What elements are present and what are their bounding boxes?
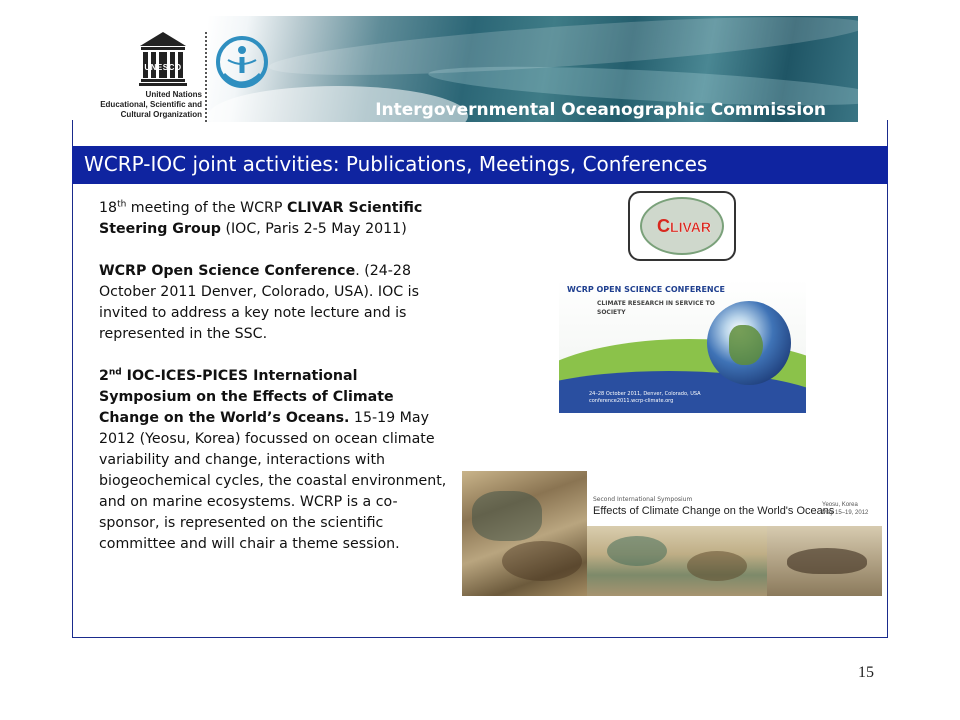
unesco-line: United Nations	[145, 90, 202, 99]
symposium-location: Yeosu, Korea	[822, 502, 858, 508]
item-text: (IOC, Paris 2-5 May 2011)	[220, 221, 407, 237]
header-title: Intergovernmental Oceanographic Commission	[375, 100, 826, 120]
clivar-initial: C	[657, 216, 671, 236]
unesco-line: Educational, Scientific and	[100, 100, 202, 109]
ordinal-number: 2	[99, 368, 109, 384]
clivar-wordmark	[642, 216, 726, 237]
item-text: 15-19 May 2012 (Yeosu, Korea) focussed on ocean climate variability and change, interactions with biogeochemical cycles, the coastal environment, and on marine ecosystems. WCRP is a co-sponsor, is represented on the scientific committee and will chair a theme session.	[99, 410, 447, 552]
list-item	[99, 198, 449, 240]
list-item	[99, 261, 449, 345]
ship-icon	[787, 548, 867, 574]
osc-poster-subtitle: CLIMATE RESEARCH IN SERVICE TO SOCIETY	[597, 300, 715, 316]
title-bar	[72, 146, 888, 184]
symposium-dates: May 15–19, 2012	[822, 510, 869, 516]
unesco-caption	[96, 90, 202, 120]
unesco-temple-icon	[138, 30, 188, 88]
header-banner	[208, 16, 858, 122]
unesco-line: Cultural Organization	[120, 110, 202, 119]
symposium-line2: Effects of Climate Change on the World's Oceans	[593, 505, 835, 517]
item-bold-text: IOC-ICES-PICES International Symposium on the Effects of Climate Change on the World’s Oceans.	[99, 368, 394, 426]
item-text: . (24-28 October 2011 Denver, Colorado, USA). IOC is invited to address a key note lecture and is represented in the SSC.	[99, 263, 419, 342]
ioc-logo-icon	[214, 30, 270, 100]
ordinal-suffix: th	[117, 199, 127, 210]
osc-poster-title: WCRP OPEN SCIENCE CONFERENCE	[567, 285, 725, 294]
ordinal-number: 18	[99, 200, 118, 216]
clivar-emblem	[640, 197, 724, 255]
painting-right	[767, 526, 882, 596]
page-title: WCRP-IOC joint activities: Publications, Meetings, Conferences	[84, 152, 708, 176]
item-bold-text: WCRP Open Science Conference	[99, 263, 356, 279]
body-text	[99, 198, 449, 576]
logo-divider	[205, 32, 207, 122]
item-text: meeting of the WCRP	[126, 200, 287, 216]
clivar-logo	[628, 191, 736, 261]
unesco-logo	[96, 18, 206, 122]
osc-poster-footer: 24–28 October 2011, Denver, Colorado, USA conference2011.wcrp-climate.org	[589, 391, 701, 404]
ordinal-suffix: nd	[108, 367, 122, 378]
list-item	[99, 366, 449, 555]
osc-poster-image	[559, 279, 806, 413]
item-bold-text: CLIVAR Scientific Steering Group	[99, 200, 423, 237]
page-number: 15	[858, 664, 874, 681]
unesco-wordmark: UNESCO	[144, 63, 182, 72]
painting-left	[462, 471, 587, 596]
painting-middle	[587, 526, 767, 596]
clivar-rest: LIVAR	[670, 219, 711, 235]
symposium-poster-image	[462, 471, 882, 596]
symposium-line1: Second International Symposium	[593, 496, 693, 503]
